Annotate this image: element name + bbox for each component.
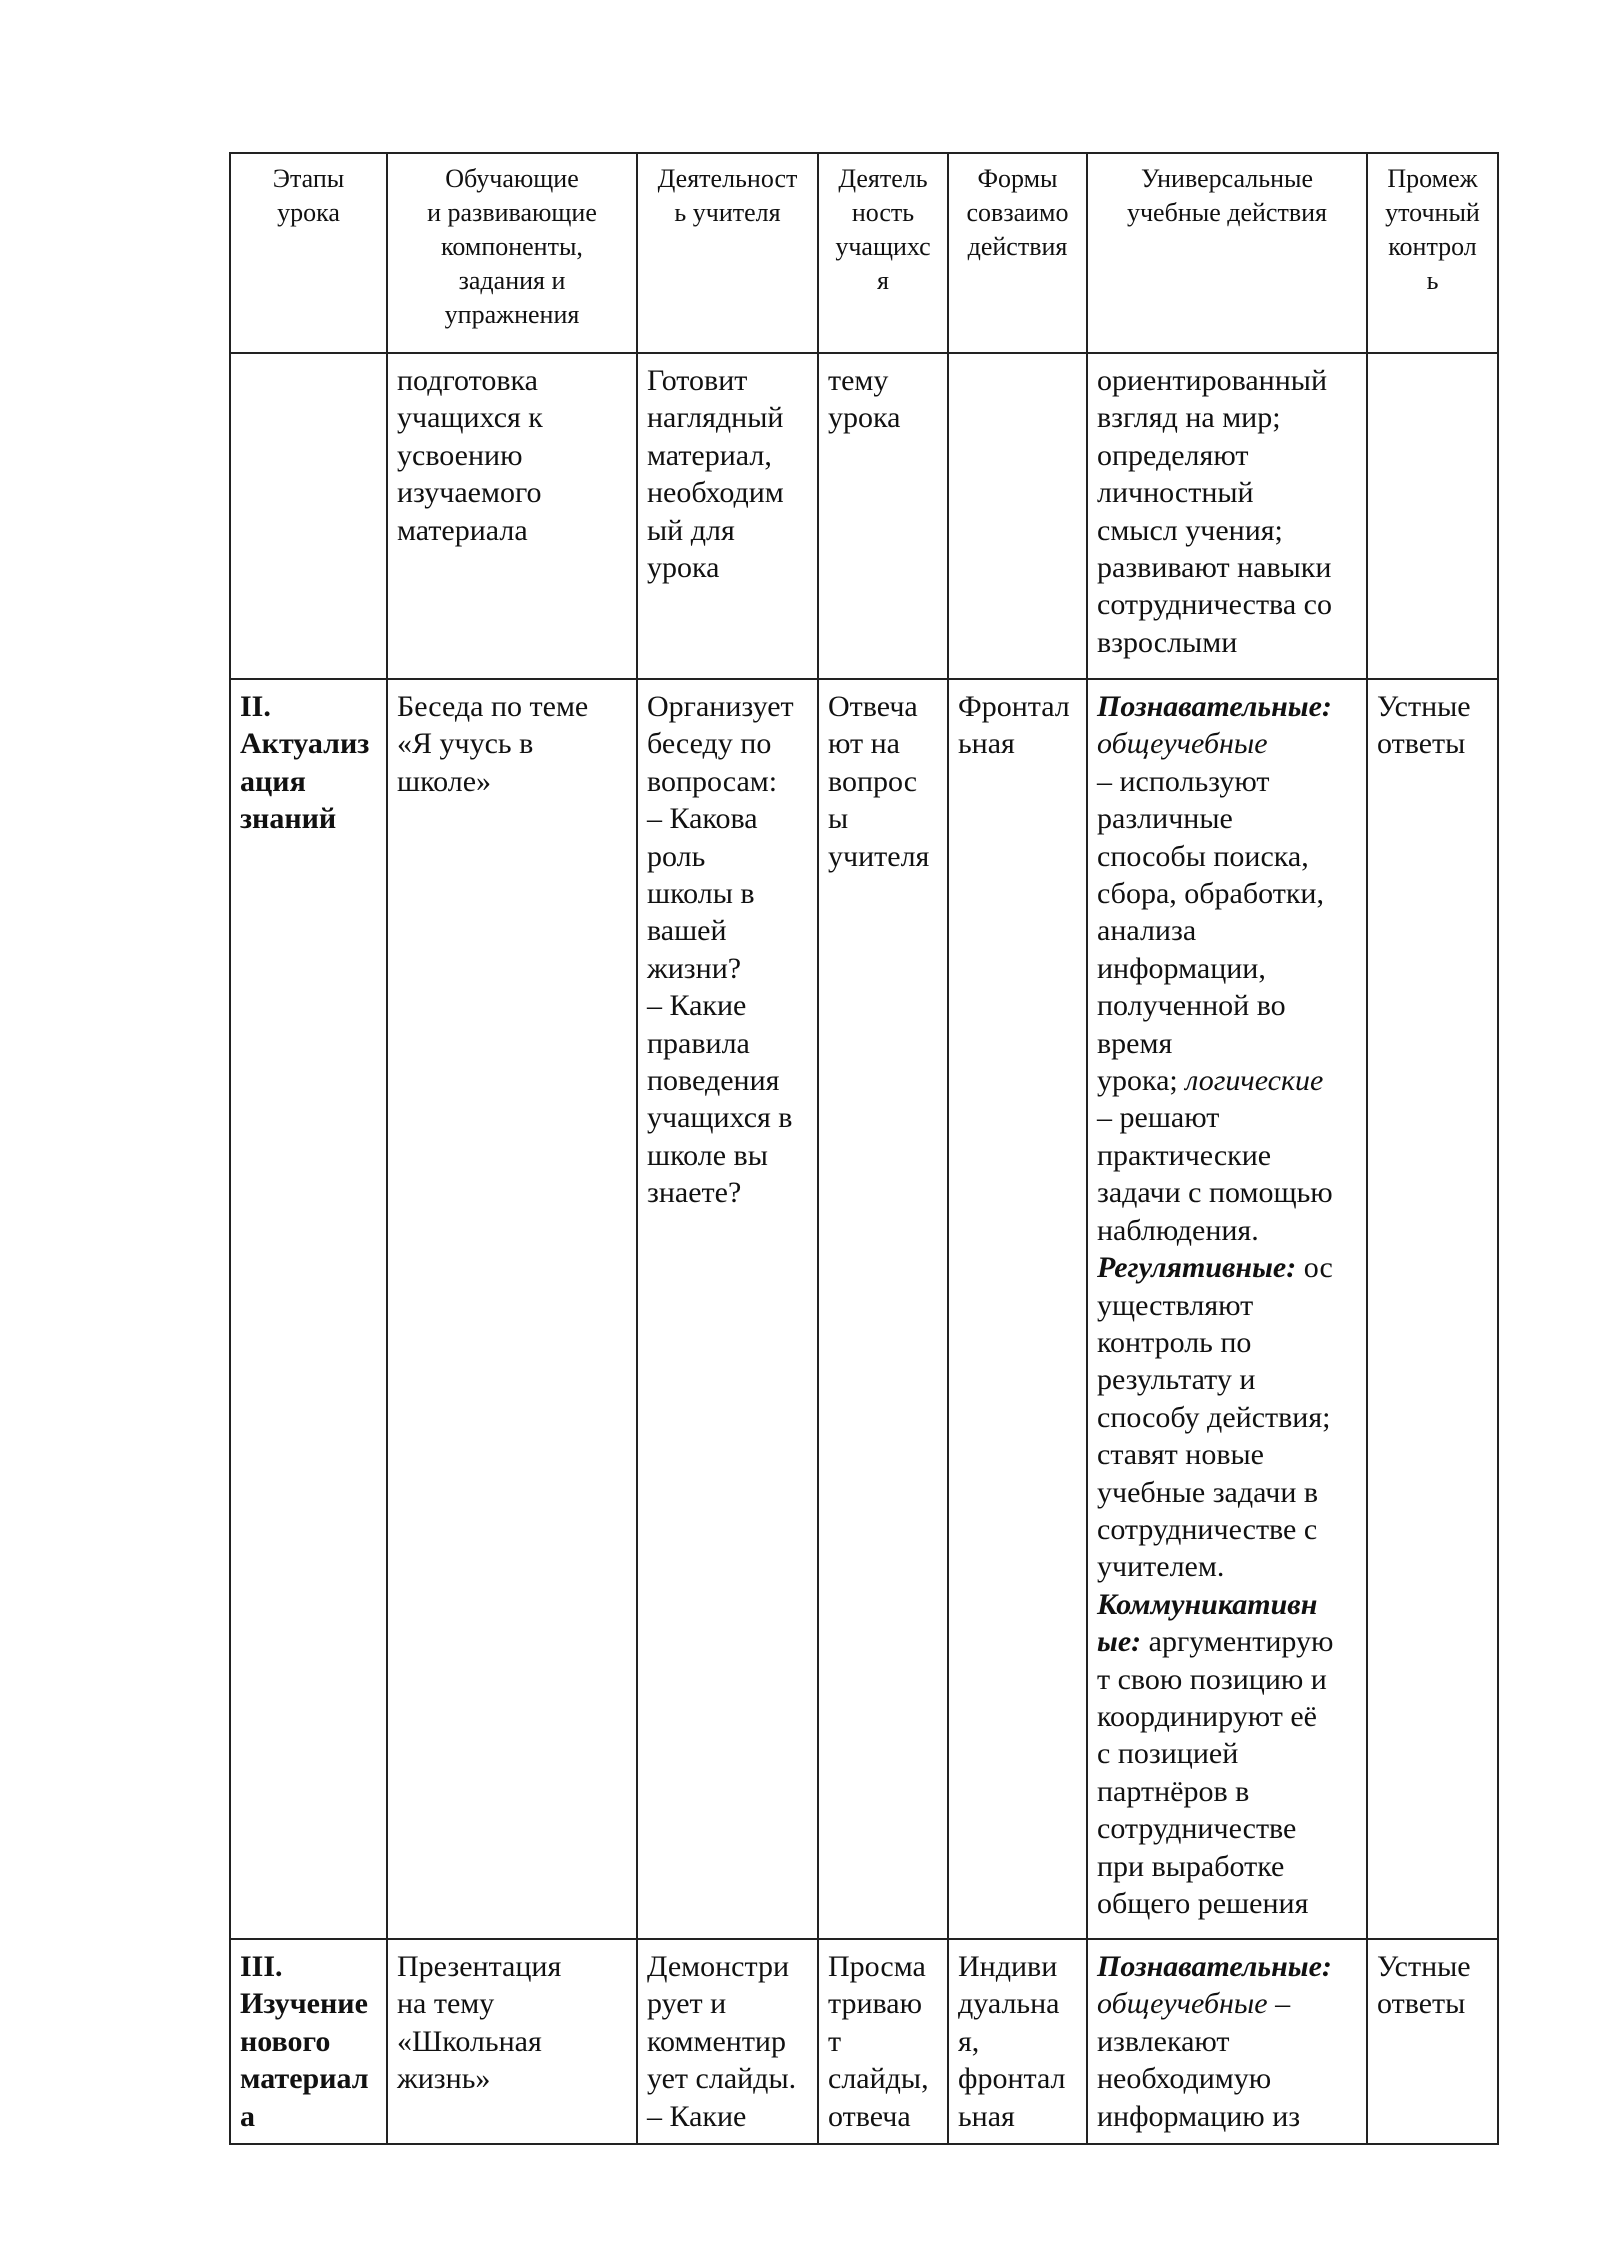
header-uud: Универсальные учебные действия	[1087, 153, 1367, 353]
header-interim-control: Промеж уточный контрол ь	[1367, 153, 1498, 353]
table-row	[230, 679, 1498, 1939]
uud-cell: Познавательные: общеучебные – извлекают необходимую информацию из	[1087, 1939, 1367, 2144]
stage-cell	[230, 353, 387, 679]
forms-cell	[948, 353, 1087, 679]
control-cell: Устные ответы	[1367, 679, 1498, 1939]
teacher-cell: Демонстри рует и комментир ует слайды. – Какие	[637, 1939, 818, 2144]
stage-cell: III. Изучение нового материал а	[230, 1939, 387, 2144]
table-row	[230, 1939, 1498, 2144]
forms-cell: Фронтал ьная	[948, 679, 1087, 1939]
stage-cell: II. Актуализ ация знаний	[230, 679, 387, 1939]
components-cell: подготовка учащихся к усвоению изучаемого материала	[387, 353, 637, 679]
lesson-plan-table	[229, 152, 1499, 2145]
teacher-cell: Организует беседу по вопросам: – Какова роль школы в вашей жизни? – Какие правила поведения учащихся в школе вы знаете?	[637, 679, 818, 1939]
students-cell: Просма триваю т слайды, отвеча	[818, 1939, 948, 2144]
components-cell: Презентация на тему «Школьная жизнь»	[387, 1939, 637, 2144]
header-teacher-activity: Деятельност ь учителя	[637, 153, 818, 353]
header-student-activity: Деятель ность учащихс я	[818, 153, 948, 353]
uud-cell: ориентированный взгляд на мир; определяют личностный смысл учения; развивают навыки сотрудничества со взрослыми	[1087, 353, 1367, 679]
control-cell: Устные ответы	[1367, 1939, 1498, 2144]
header-components: Обучающие и развивающие компоненты, задания и упражнения	[387, 153, 637, 353]
components-cell: Беседа по теме «Я учусь в школе»	[387, 679, 637, 1939]
students-cell: Отвеча ют на вопрос ы учителя	[818, 679, 948, 1939]
control-cell	[1367, 353, 1498, 679]
header-stages: Этапы урока	[230, 153, 387, 353]
uud-cell: Познавательные: общеучебные – используют различные способы поиска, сбора, обработки, анализа информации, полученной во время урока; логические – решают практические задачи с помощью наблюдения. Регулятивные: ос уществляют контроль по результату и способу действия; ставят новые учебные задачи в сотрудничестве с учителем. Коммуникативн ые: аргументирую т свою позицию и координируют её с позицией партнёров в сотрудничестве при выработке общего решения	[1087, 679, 1367, 1939]
teacher-cell: Готовит наглядный материал, необходим ый для урока	[637, 353, 818, 679]
header-interaction-forms: Формы совзаимо действия	[948, 153, 1087, 353]
forms-cell: Индиви дуальна я, фронтал ьная	[948, 1939, 1087, 2144]
table-header-row	[230, 153, 1498, 353]
table-row	[230, 353, 1498, 679]
students-cell: тему урока	[818, 353, 948, 679]
